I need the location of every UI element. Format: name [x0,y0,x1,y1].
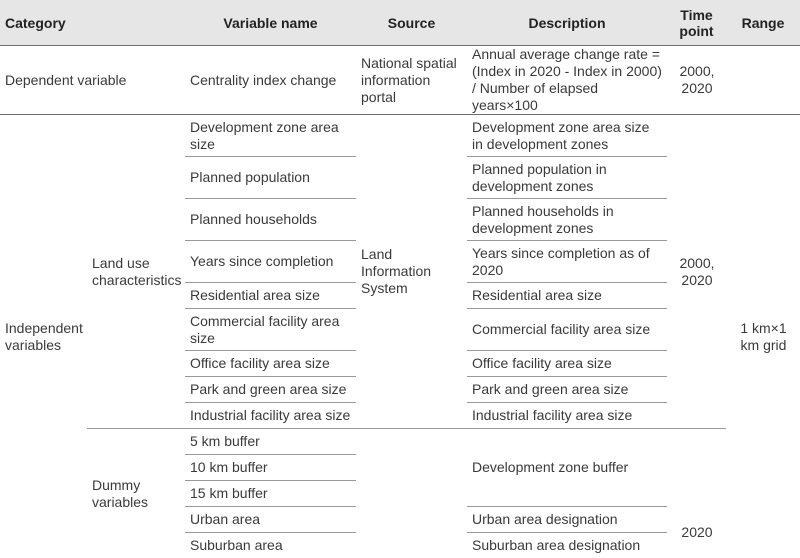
variable-cell: 10 km buffer [185,455,356,481]
variable-cell: Commercial facility area size [185,309,356,351]
dependent-variable: Centrality index change [185,46,356,115]
buffer-time-point [667,429,726,507]
variable-cell: 15 km buffer [185,481,356,507]
header-variable-name: Variable name [185,0,356,46]
independent-range: 1 km×1 km grid [726,115,800,558]
description-cell: Years since completion as of 2020 [467,241,667,283]
header-range: Range [726,0,800,46]
description-cell: Residential area size [467,283,667,309]
description-cell: Development zone area size in development zones [467,115,667,157]
description-cell: Office facility area size [467,351,667,377]
dummy-subcategory: Dummy variables [87,429,185,558]
table-row [0,429,800,455]
variable-cell: Years since completion [185,241,356,283]
variable-cell: Residential area size [185,283,356,309]
description-cell: Industrial facility area size [467,403,667,429]
description-cell: Commercial facility area size [467,309,667,351]
table-row [0,46,800,115]
description-cell: Park and green area size [467,377,667,403]
variable-cell: Development zone area size [185,115,356,157]
independent-category: Independent variables [0,115,87,558]
dependent-category: Dependent variable [0,46,185,115]
variable-cell: Park and green area size [185,377,356,403]
variable-cell: Industrial facility area size [185,403,356,429]
description-cell: Planned households in development zones [467,199,667,241]
header-time-point: Time point [667,0,726,46]
dependent-range [726,46,800,115]
variable-cell: Planned population [185,157,356,199]
land-use-subcategory: Land use characteristics [87,115,185,429]
table-row [0,115,800,157]
variable-cell: Planned households [185,199,356,241]
description-cell: Suburban area designation [467,533,667,558]
dependent-time-point: 2000, 2020 [667,46,726,115]
variable-cell: Office facility area size [185,351,356,377]
land-use-source: Land Information System [356,115,467,429]
dependent-source: National spatial information portal [356,46,467,115]
variable-cell: Urban area [185,507,356,533]
description-cell: Planned population in development zones [467,157,667,199]
header-category: Category [0,0,185,46]
header-description: Description [467,0,667,46]
buffer-description: Development zone buffer [467,429,667,507]
dummy-time-point: 2020 [667,507,726,558]
dependent-description: Annual average change rate = (Index in 2020 - Index in 2000) / Number of elapsed years×100 [467,46,667,115]
header-row [0,0,800,46]
description-cell: Urban area designation [467,507,667,533]
variable-cell: Suburban area [185,533,356,558]
variable-cell: 5 km buffer [185,429,356,455]
dummy-source [356,429,467,558]
header-source: Source [356,0,467,46]
land-use-time-point: 2000, 2020 [667,115,726,429]
